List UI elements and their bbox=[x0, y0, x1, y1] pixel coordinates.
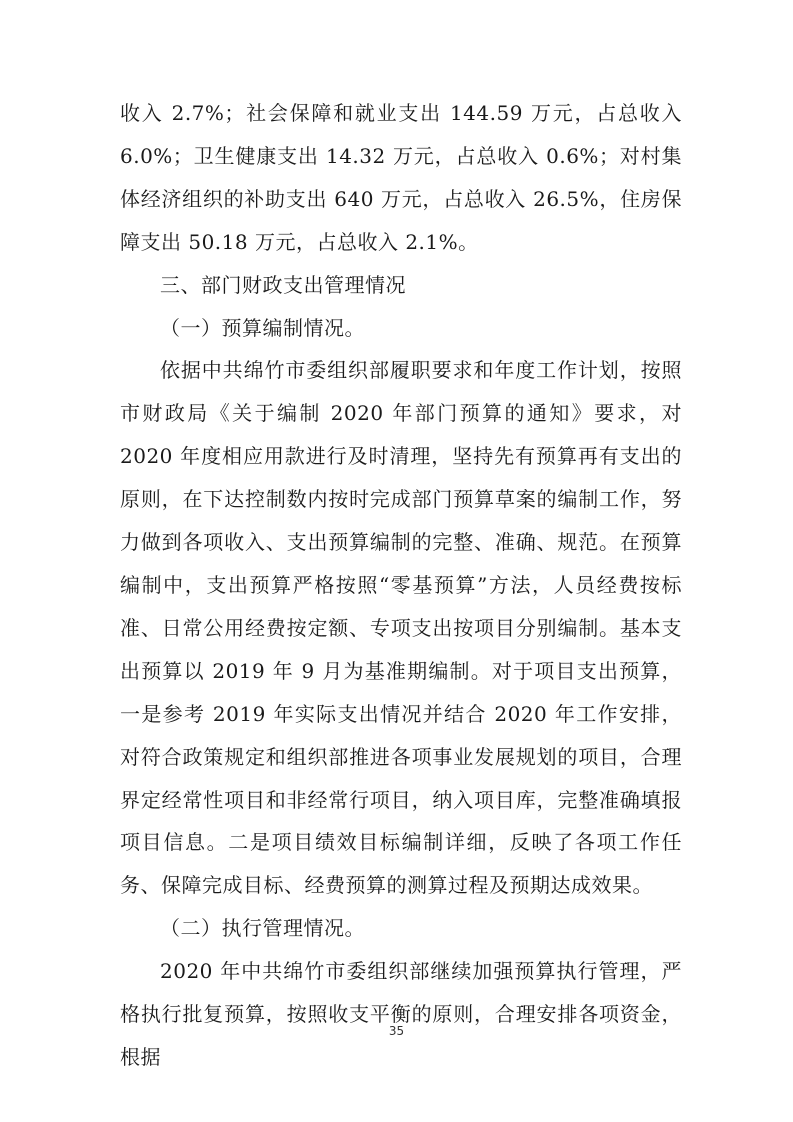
document-body bbox=[120, 92, 682, 1079]
subsection-heading-budget-preparation: （一）预算编制情况。 bbox=[160, 315, 365, 340]
subsection-heading-execution-management: （二）执行管理情况。 bbox=[160, 916, 365, 941]
page-number: 35 bbox=[388, 1024, 405, 1038]
paragraph-expenditure-breakdown: 收入 2.7%；社会保障和就业支出 144.59 万元，占总收入 6.0%；卫生健康支出 14.32 万元，占总收入 0.6%；对村集体经济组织的补助支出 640 万元，占总收入 26.5%，住房保障支出 50.18 万元，占总收入 2.1%。 bbox=[120, 101, 682, 254]
section-heading-expenditure-management: 三、部门财政支出管理情况 bbox=[160, 272, 406, 297]
paragraph-execution-management: 2020 年中共绵竹市委组织部继续加强预算执行管理，严格执行批复预算，按照收支平衡的原则，合理安排各项资金，根据 bbox=[120, 959, 682, 1069]
paragraph-budget-preparation: 依据中共绵竹市委组织部履职要求和年度工作计划，按照市财政局《关于编制 2020 年部门预算的通知》要求，对 2020 年度相应用款进行及时清理，坚持先有预算再有支出的原则，在下达控制数内按时完成部门预算草案的编制工作，努力做到各项收入、支出预算编制的完整、准确、规范。在预算编制中，支出预算严格按照“零基预算”方法，人员经费按标准、日常公用经费按定额、专项支出按项目分别编制。基本支出预算以 2019 年 9 月为基准期编制。对于项目支出预算，一是参考 2019 年实际支出情况并结合 2020 年工作安排，对符合政策规定和组织部推进各项事业发展规划的项目，合理界定经常性项目和非经常行项目，纳入项目库，完整准确填报项目信息。二是项目绩效目标编制详细，反映了各项工作任务、保障完成目标、经费预算的测算过程及预期达成效果。 bbox=[120, 358, 682, 898]
